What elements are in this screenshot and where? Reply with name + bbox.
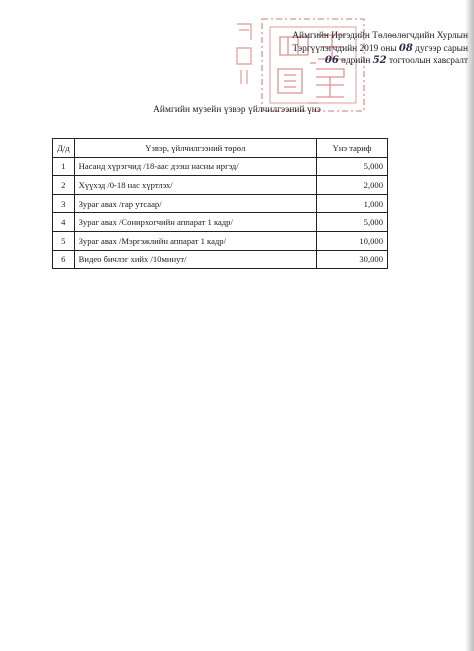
tariff-table xyxy=(52,138,388,269)
row-number: 3 xyxy=(53,194,75,213)
row-price: 1,000 xyxy=(317,194,388,213)
column-header-price: Үнэ тариф xyxy=(317,139,388,158)
row-number: 2 xyxy=(53,176,75,195)
row-service: Хүүхэд /0-18 нас хүртлэх/ xyxy=(74,176,316,195)
column-header-service: Үзвэр, үйлчилгээний төрөл xyxy=(74,139,316,158)
scan-edge-shadow xyxy=(465,0,474,651)
row-service: Зураг авах /Мэргэжлийн аппарат 1 кадр/ xyxy=(74,231,316,250)
header-line-2-text: Тэргүүлэгчдийн 2019 оны xyxy=(292,43,397,54)
header-line-3-suffix: тогтоолын хавсралт xyxy=(388,56,468,66)
table-row xyxy=(53,194,388,213)
document-caption: Аймгийн музейн үзвэр үйлчилгээний үнэ xyxy=(153,105,321,115)
handwritten-resolution-number: 52 xyxy=(372,55,387,66)
table-row xyxy=(53,250,388,269)
row-price: 30,000 xyxy=(317,250,388,269)
row-service: Насанд хүрэгчид /18-аас дээш насны иргэд/ xyxy=(74,157,316,176)
row-number: 4 xyxy=(53,213,75,232)
handwritten-day: 06 xyxy=(324,55,339,66)
row-number: 1 xyxy=(53,157,75,176)
row-service: Зураг авах /Сонирхогчийн аппарат 1 кадр/ xyxy=(74,213,316,232)
header-line-2 xyxy=(238,43,468,56)
row-price: 10,000 xyxy=(317,231,388,250)
row-price: 5,000 xyxy=(317,213,388,232)
row-service: Видео бичлэг хийх /10минут/ xyxy=(74,250,316,269)
header-line-1: Аймгийн Иргэдийн Төлөөлөгчдийн Хурлын xyxy=(292,31,468,41)
header-line-3 xyxy=(238,55,468,68)
row-price: 2,000 xyxy=(317,176,388,195)
table-row xyxy=(53,157,388,176)
table-row xyxy=(53,176,388,195)
table-row xyxy=(53,231,388,250)
handwritten-month: 08 xyxy=(398,42,413,54)
resolution-header xyxy=(238,30,468,68)
column-header-number: Д/д xyxy=(53,139,75,158)
row-price: 5,000 xyxy=(317,157,388,176)
row-service: Зураг авах /гар утсаар/ xyxy=(74,194,316,213)
table-row xyxy=(53,213,388,232)
table-header-row xyxy=(53,139,388,158)
row-number: 6 xyxy=(53,250,75,269)
header-line-3-text: өдрийн xyxy=(341,56,371,66)
header-line-2-suffix: дугээр сарын xyxy=(415,43,468,54)
row-number: 5 xyxy=(53,231,75,250)
